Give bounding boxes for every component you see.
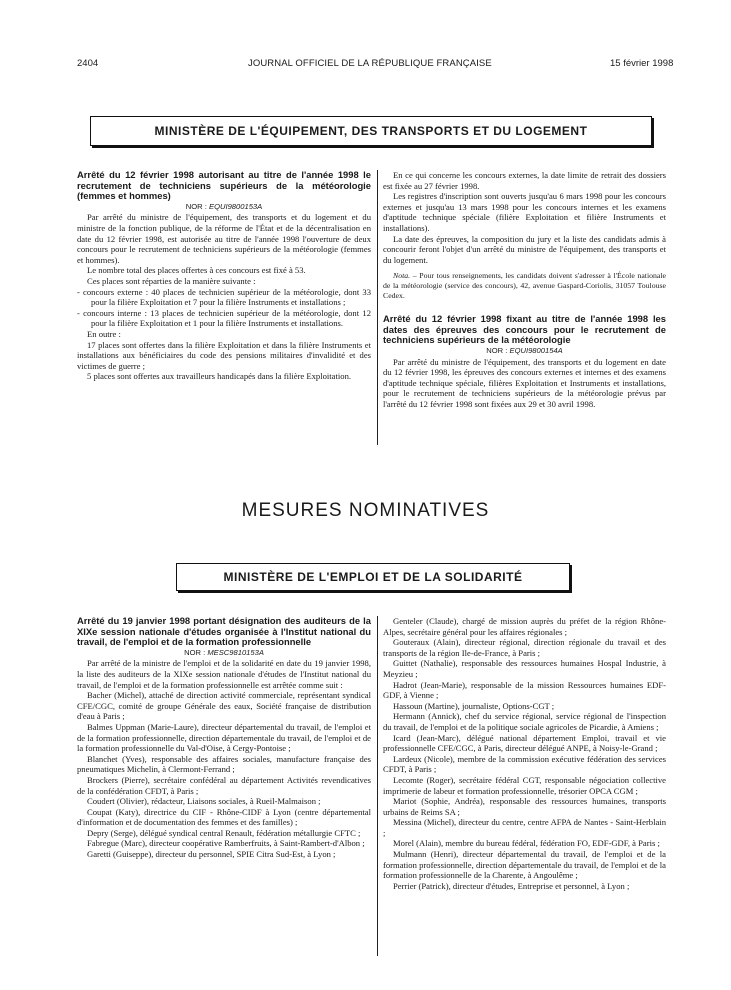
nor-code: MESC9810153A xyxy=(207,647,264,657)
paragraph: 5 places sont offertes aux travailleurs handicapés dans la filière Exploitation. xyxy=(87,371,352,382)
list-item: - concours externe : 40 places de technicien supérieur de la météorologie, dont 33 pour la filière Exploitation et 7 pour la filière Instruments et installations ; xyxy=(77,286,371,308)
auditor-entry: Hadrot (Jean-Marie), responsable de la mission Ressources humaines EDF-GDF, à Vienne ; xyxy=(383,679,666,701)
journal-title: JOURNAL OFFICIEL DE LA RÉPUBLIQUE FRANÇAISE xyxy=(248,58,492,69)
auditor-entry: Lecomte (Roger), secrétaire fédéral CGT, responsable négociation collective imprimerie de labeur et formation professionnelle, trésorier OPCA CGM ; xyxy=(383,774,666,796)
auditor-entry: Coudert (Olivier), rédacteur, Liaisons sociales, à Rueil-Malmaison ; xyxy=(87,796,321,807)
note xyxy=(383,271,666,300)
nor-label: NOR : xyxy=(185,201,207,211)
issue-date: 15 février 1998 xyxy=(610,58,674,69)
arrete1-column-left xyxy=(77,170,371,382)
paragraph: En ce qui concerne les concours externes, la date limite de retrait des dossiers est fixée au 27 février 1998. xyxy=(383,170,666,191)
auditor-entry: Fabregue (Marc), directeur coopérative Ramberfruits, à Saint-Rambert-d'Albon ; xyxy=(87,838,365,849)
arrete3-column-left xyxy=(77,616,371,860)
auditor-entry: Balmes Uppman (Marie-Laure), directeur départemental du travail, de l'emploi et de la formation professionnelle, direction départementale du travail, de l'emploi et de la formation professionnelle du Val-d'Oise, à Cergy-Pontoise ; xyxy=(77,721,371,754)
paragraph: En outre : xyxy=(87,328,121,339)
paragraph: Par arrêté du ministre de l'équipement, des transports et du logement en date du 12 février 1998, les épreuves des concours externes et internes et des examens d'aptitude technique spéciale, filières Exploitation et Instruments et installations, pour le recrutement de techniciens supérieurs de la météorologie prévus par l'arrêté du 12 février 1998 sont fixées aux 29 et 30 avril 1998. xyxy=(383,356,666,409)
auditor-entry: Bacher (Michel), attaché de direction activité commerciale, représentant syndical CFE/CGC, comité de groupe Générale des eaux, Société française de distribution d'eau à Paris ; xyxy=(77,690,371,722)
auditor-entry: Hassoun (Martine), journaliste, Options-CGT ; xyxy=(393,700,555,711)
auditor-entry: Morel (Alain), membre du bureau fédéral, fédération FO, EDF-GDF, à Paris ; xyxy=(393,838,660,849)
auditor-entry: Brockers (Pierre), secrétaire confédéral au département Activités revendicatives de la confédération CFDT, à Paris ; xyxy=(77,774,371,796)
nor-label: NOR : xyxy=(486,345,508,355)
auditor-entry: Mariot (Sophie, Andréa), responsable des ressources humaines, transports urbains de Reims SA ; xyxy=(383,796,666,817)
arrete2-nor xyxy=(383,346,666,357)
nor-code: EQUI9800154A xyxy=(509,345,563,355)
auditor-entry: Blanchet (Yves), responsable des affaires sociales, manufacture française des pneumatiques Michelin, à Clermont-Ferrand ; xyxy=(77,753,371,775)
paragraph: Par arrêté du ministre de l'équipement, des transports et du logement et du ministre de la fonction publique, de la réforme de l'État et de la décentralisation en date du 12 février 1998, est autorisée au titre de l'année 1998 l'ouverture de deux concours pour le recrutement de techniciens supérieurs de la météorologie (femmes et hommes). xyxy=(77,212,371,265)
paragraph: Par arrêté de la ministre de l'emploi et de la solidarité en date du 19 janvier 1998, la liste des auditeurs de la XIXe session nationale d'études de l'Institut national du travail, de l'emploi et de la formation professionnelle est arrêtée comme suit : xyxy=(77,658,371,690)
paragraph: La date des épreuves, la composition du jury et la liste des candidats admis à concourir feront l'objet d'un arrêté du ministre de l'équipement, des transports et du logement. xyxy=(383,233,666,265)
auditor-entry: Guittet (Nathalie), responsable des ressources humaines Hospal Industrie, à Meyzieu ; xyxy=(383,658,666,679)
paragraph: Ces places sont réparties de la manière suivante : xyxy=(87,275,256,286)
auditor-entry: Lardeux (Nicole), membre de la commission exécutive fédération des services CFDT, à Paris ; xyxy=(383,753,666,775)
arrete1-column-right xyxy=(383,170,666,409)
note-label: Nota. xyxy=(393,271,411,281)
auditor-entry: Icard (Jean-Marc), délégué national département Emploi, travail et vie professionnelle CFE/CGC, à Paris, directeur délégué ANPE, à Noisy-le-Grand ; xyxy=(383,732,666,754)
auditor-entry: Gouteraux (Alain), directeur régional, direction régionale du travail et des transports de la région Ile-de-France, à Paris ; xyxy=(383,637,666,658)
arrete3-nor xyxy=(77,648,371,659)
paragraph: 17 places sont offertes dans la filière Exploitation et dans la filière Instruments et installations aux bénéficiaires du code des pensions militaires d'invalidité et des victimes de guerre ; xyxy=(77,339,371,371)
arrete3-column-right xyxy=(383,616,666,891)
column-divider xyxy=(377,170,378,445)
auditor-entry: Hermann (Annick), chef du service régional, service régional de l'inspection du travail, de l'emploi et de la politique sociale agricoles de Picardie, à Amiens ; xyxy=(383,711,666,732)
section-title: MESURES NOMINATIVES xyxy=(241,500,490,521)
list-item: - concours interne : 13 places de technicien supérieur de la météorologie, dont 12 pour la filière Exploitation et 1 pour la filière Instruments et installations. xyxy=(77,307,371,329)
nor-label: NOR : xyxy=(184,647,206,657)
auditor-entry: Mulmann (Henri), directeur départemental du travail, de l'emploi et de la formation professionnelle, direction départementale du travail, de l'emploi et de la formation professionnelle de la Charente, à Angoulême ; xyxy=(383,849,666,881)
auditor-entry: Depry (Serge), délégué syndical central Renault, fédération métallurgie CFTC ; xyxy=(87,827,361,838)
auditor-entry: Messina (Michel), directeur du centre, centre AFPA de Nantes - Saint-Herblain ; xyxy=(383,817,666,838)
auditor-entry: Perrier (Patrick), directeur d'études, Entreprise et personnel, à Lyon ; xyxy=(393,880,630,891)
page-number: 2404 xyxy=(77,58,99,69)
paragraph: Les registres d'inscription sont ouverts jusqu'au 6 mars 1998 pour les concours externes et jusqu'au 13 mars 1998 pour les concours internes et les examens d'aptitude technique spéciale (filière Exploitation et filière Instruments et installations). xyxy=(383,191,666,233)
auditor-entry: Garetti (Guiseppe), directeur du personnel, SPIE Citra Sud-Est, à Lyon ; xyxy=(87,849,336,860)
column-divider xyxy=(377,616,378,956)
ministry-emploi-banner: MINISTÈRE DE L'EMPLOI ET DE LA SOLIDARITÉ xyxy=(176,563,570,591)
arrete1-nor xyxy=(77,202,371,213)
arrete1-title: Arrêté du 12 février 1998 autorisant au titre de l'année 1998 le recrutement de techniciens supérieurs de la météorologie (femmes et hommes) xyxy=(77,169,371,202)
auditor-entry: Genteler (Claude), chargé de mission auprès du préfet de la région Rhône-Alpes, secrétaire général pour les affaires régionales ; xyxy=(383,616,666,637)
arrete3-title: Arrêté du 19 janvier 1998 portant désignation des auditeurs de la XIXe session nationale d'études organisée à l'Institut national du travail, de l'emploi et de la formation professionnelle xyxy=(77,615,371,648)
paragraph: Le nombre total des places offertes à ces concours est fixé à 53. xyxy=(87,265,306,276)
nor-code: EQUI9800153A xyxy=(209,201,263,211)
ministry-equipement-banner: MINISTÈRE DE L'ÉQUIPEMENT, DES TRANSPORTS ET DU LOGEMENT xyxy=(90,116,652,146)
note-text: – Pour tous renseignements, les candidats doivent s'adresser à l'École nationale de la météorologie (service des concours), 42, avenue Gaspard-Coriolis, 31057 Toulouse Cedex. xyxy=(383,271,666,300)
auditor-entry: Coupat (Katy), directrice du CIF - Rhône-CIDF à Lyon (centre départemental d'information et de documentation des femmes et des familles) ; xyxy=(77,806,371,828)
arrete2-title: Arrêté du 12 février 1998 fixant au titre de l'année 1998 les dates des épreuves des concours pour le recrutement de techniciens supérieurs de la météorologie xyxy=(383,313,666,346)
